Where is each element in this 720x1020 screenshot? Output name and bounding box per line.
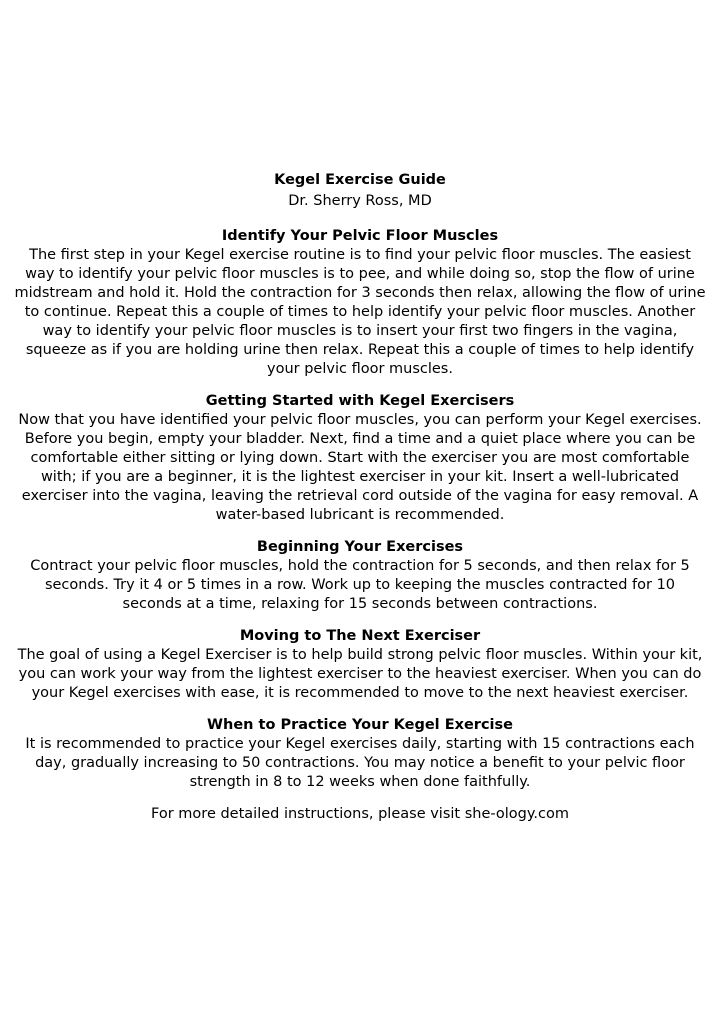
section-body: Now that you have identified your pelvic floor muscles, you can perform your Kegel exercises. Before you begin, empty your bladder. Next, find a time and a quiet place where you can be comfortable either sitting or lying down. Start with the exerciser you are most comfortable with; if you are a beginner, it is the lightest exerciser in your kit. Insert a well-lubricated exerciser into the vagina, leaving the retrieval cord outside of the vagina for easy removal. A water-based lubricant is recommended. (18, 412, 702, 523)
section-heading: When to Practice Your Kegel Exercise (207, 717, 513, 733)
section-body: The first step in your Kegel exercise routine is to find your pelvic floor muscles. The easiest way to identify your pelvic floor muscles is to pee, and while doing so, stop the flow of urine midstream and hold it. Hold the contraction for 3 seconds then relax, allowing the flow of urine to continue. Repeat this a couple of times to help identify your pelvic floor muscles. Another way to identify your pelvic floor muscles is to insert your first two fingers in the vagina, squeeze as if you are holding urine then relax. Repeat this a couple of times to help identify your pelvic floor muscles. (14, 247, 706, 377)
section-heading: Identify Your Pelvic Floor Muscles (221, 228, 499, 244)
section-body: Contract your pelvic floor muscles, hold the contraction for 5 seconds, and then relax for 5 seconds. Try it 4 or 5 times in a row. Work up to keeping the muscles contracted for 10 seconds at a time, relaxing for 15 seconds between contractions. (30, 558, 690, 612)
document-author: Dr. Sherry Ross, MD (288, 193, 432, 209)
section-heading: Getting Started with Kegel Exercisers (205, 393, 515, 409)
section-heading: Moving to The Next Exerciser (239, 628, 481, 644)
section-when-to-practice (14, 716, 706, 792)
section-body: It is recommended to practice your Kegel exercises daily, starting with 15 contractions each day, gradually increasing to 50 contractions. You may notice a benefit to your pelvic floor strength in 8 to 12 weeks when done faithfully. (25, 736, 695, 790)
section-heading: Beginning Your Exercises (256, 539, 464, 555)
section-next-exerciser (14, 627, 706, 703)
document-title: Kegel Exercise Guide (274, 172, 446, 188)
section-beginning-exercises (14, 538, 706, 614)
footer-note: For more detailed instructions, please visit she-ology.com (151, 806, 569, 822)
document-page (14, 170, 706, 824)
section-getting-started (14, 392, 706, 525)
section-identify-muscles (14, 227, 706, 379)
section-body: The goal of using a Kegel Exerciser is to help build strong pelvic floor muscles. Within your kit, you can work your way from the lightest exerciser to the heaviest exerciser. When you can do your Kegel exercises with ease, it is recommended to move to the next heaviest exerciser. (17, 647, 703, 701)
